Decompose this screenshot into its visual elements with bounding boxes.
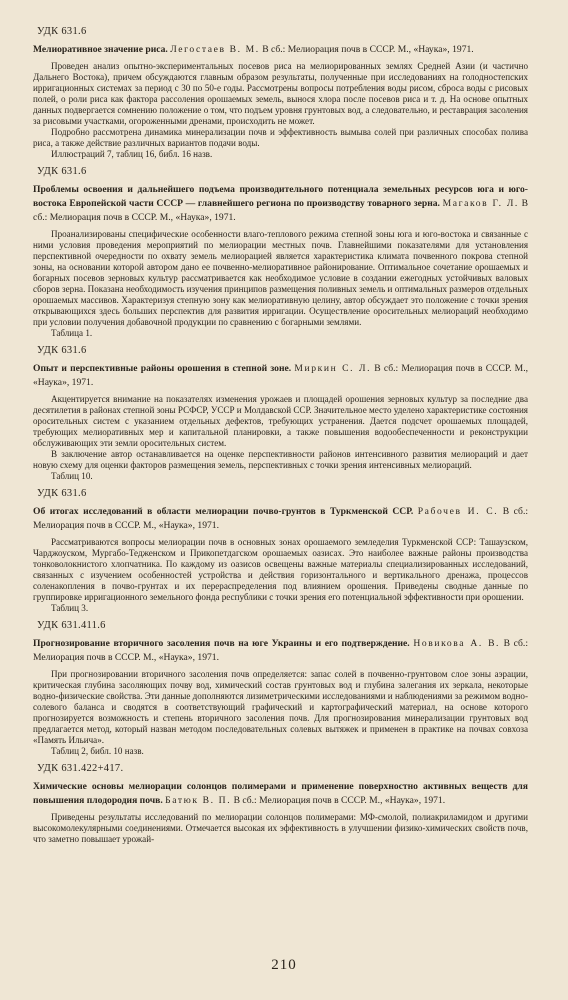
article-source: В сб.: Мелиорация почв в СССР. М., «Наука», 1971.	[33, 506, 529, 531]
abstract-paragraph: Подробно рассмотрена динамика минерализации почв и эффективность вымыва солей при различных способах полива риса, а также действие различных вариантов подачи воды.	[33, 127, 528, 148]
abstract-text	[33, 669, 528, 757]
udk-code: УДК 631.6	[37, 166, 87, 177]
abstract-entry	[33, 166, 528, 339]
article-author: Миркин С. Л.	[294, 363, 372, 374]
abstract-entry	[33, 488, 528, 614]
article-source: В сб.: Мелиорация почв в СССР. М., «Наука», 1971.	[33, 198, 528, 223]
bibliographic-heading	[33, 637, 528, 665]
bibliographic-heading	[33, 362, 528, 390]
page-number: 210	[271, 957, 297, 973]
article-author: Магаков Г. Л.	[442, 198, 519, 209]
abstract-paragraph: В заключение автор останавливается на оценке перспективности районов интенсивного развития мелиораций и дает новую схему для оценки факторов размещения земель, перспективных с точки зрения интенсивных мелиораций.	[33, 449, 528, 470]
udk-code: УДК 631.422+417.	[37, 763, 124, 774]
abstract-note: Таблица 1.	[51, 328, 93, 338]
article-title: Химические основы мелиорации солонцов полимерами и применение поверхностно активных веществ для повышения плодородия почв.	[33, 781, 528, 806]
abstract-note: Таблиц 3.	[51, 603, 89, 613]
udk-code: УДК 631.6	[37, 345, 87, 356]
article-source: В сб.: Мелиорация почв в СССР. М., «Наука», 1971.	[33, 638, 528, 663]
article-title: Мелиоративное значение риса.	[33, 44, 168, 55]
bibliographic-heading	[33, 505, 528, 533]
article-source: В сб.: Мелиорация почв в СССР. М., «Наука», 1971.	[33, 363, 529, 388]
abstract-entry	[33, 26, 528, 160]
article-source: В сб.: Мелиорация почв в СССР. М., «Наука», 1971.	[262, 44, 474, 55]
abstract-text	[33, 229, 528, 339]
abstract-entry	[33, 345, 528, 482]
article-title: Об итогах исследований в области мелиорации почво-грунтов в Туркменской ССР.	[33, 506, 414, 517]
udk-code: УДК 631.411.6	[37, 620, 106, 631]
abstract-entry	[33, 763, 528, 845]
article-title: Прогнозирование вторичного засоления почв на юге Украины и его подтверждение.	[33, 638, 410, 649]
article-author: Батюк В. П.	[165, 795, 232, 806]
abstract-paragraph: Проанализированы специфические особенности влаго-теплового режима степной зоны юга и юго-востока и связанные с ними условия проведения мероприятий по мелиорации местных почв. Главнейшими показателями для установления перспективной очередности по охвату земель мелиорацией является характеристика климата почвенного покрова степной зоны, на основании которой автором дано ее почвенно-мелиоративное районирование. Оптимальное сочетание орошаемых и богарных посевов зерновых культур рассматривается как необходимое условие в создании ежегодных устойчивых валовых сборов зерна. Показана необходимость изучения принципов размещения поливных земель и оптимальных размеров отдельных орошаемых массивов. Характеризуя степную зону как мелиоративную целину, автор обсуждает это положение с точки зрения открывающихся здесь больших перспектив для развития ирригации. Осуществление оросительных мелиораций необходимо при условии получения добавочной продукции по сравнению с богарными землями.	[33, 229, 528, 327]
abstract-note: Таблиц 10.	[51, 471, 93, 481]
article-title: Опыт и перспективные районы орошения в степной зоне.	[33, 363, 292, 374]
bibliographic-heading	[33, 183, 528, 225]
udk-code: УДК 631.6	[37, 26, 87, 37]
article-source: В сб.: Мелиорация почв в СССР. М., «Наука», 1971.	[233, 795, 446, 806]
abstract-entry	[33, 620, 528, 757]
abstract-paragraph: Рассматриваются вопросы мелиорации почв в основных зонах орошаемого земледелия Туркменской ССР: Ташаузском, Чарджоуском, Мургабо-Тедженском и Прикопетдагском орошаемых оазисах. Это наиболее важные районы производства тонковолокнистого хлопчатника. По каждому из оазисов освещены важные материалы специализированных исследований, связанных с изучением особенностей устройства и действия горизонтального и вертикального дренажа, процессов соленакопления в почво-грунтах и их перераспределения под влиянием орошения. Приведены сводные данные по группировке ирригационного земельного фонда республики с точки зрения его потенциальной эффективности при орошении.	[33, 537, 528, 602]
abstract-paragraph: Акцентируется внимание на показателях изменения урожаев и площадей орошения зерновых культур за последние два десятилетия в районах степной зоны РСФСР, УССР и Молдавской ССР. Значительное место уделено характеристике состояния оросительных систем с указанием отдельных дефектов, требующих устранения. Дается подсчет орошаемых площадей, требующих мелиоративных мер и капитальной планировки, а также повышения водообеспеченности и реконструкции обслуживающих эти земли оросительных систем.	[33, 394, 528, 448]
udk-code: УДК 631.6	[37, 488, 87, 499]
article-author: Новикова А. В.	[413, 638, 501, 649]
bibliographic-heading	[33, 780, 528, 808]
abstract-text	[33, 61, 528, 160]
abstract-paragraph: Приведены результаты исследований по мелиорации солонцов полимерами: МФ-смолой, полиакриламидом и другими высокомолекулярными соединениями. Отмечается высокая их эффективность в улучшении физико-химических свойств почв, что заметно повышает урожай-	[33, 812, 528, 844]
abstract-note: Таблиц 2, библ. 10 назв.	[51, 746, 144, 756]
bibliographic-heading	[33, 43, 528, 57]
abstract-text	[33, 812, 528, 845]
article-author: Легостаев В. М.	[170, 44, 260, 55]
article-title: Проблемы освоения и дальнейшего подъема производительного потенциала земельных ресурсов юга и юго-востока Европейской части СССР — главнейшего региона по производству товарного зерна.	[33, 184, 528, 209]
abstract-paragraph: При прогнозировании вторичного засоления почв определяется: запас солей в почвенно-грунтовом слое зоны аэрации, критическая глубина засоляющих почву вод, химический состав грунтовых вод и глубина залегания их зеркала, некоторые водно-физические свойства. Эти данные дополняются лизиметрическими исследованиями и наблюдениями за режимом водно-солевого баланса и сводятся в соответствующий графический и картографический материал, на основе которого прогнозируется возможность и степень вторичного засоления почв. Для прогнозирования минерализации грунтовых вод предлагается метод, который назван методом последовательных солевых вытяжек и применен в практике на почвах совхоза «Память Ильича».	[33, 669, 528, 745]
abstract-text	[33, 537, 528, 614]
article-author: Рабочев И. С.	[417, 506, 499, 517]
abstract-text	[33, 394, 528, 482]
abstract-paragraph: Проведен анализ опытно-экспериментальных посевов риса на мелиорированных землях Средней Азии (и частично Дальнего Востока), причем обсуждаются главным образом результаты, полученные при исследованиях на голодностепских ирригационных системах за период с 30 по 50-е годы. Рассмотрены вопросы потребления воды рисом, сброса воды с рисовых полей, о роли риса как фактора рассоления орошаемых земель, вынося хлора после посевов риса и т. д. На основе опытных данных подвергается сомнению положение о том, что подъем уровня грунтовых вод, а следовательно, и реставрация засоления за рисовыми участками, огороженными дренами, происходить не может.	[33, 61, 528, 126]
abstract-note: Иллюстраций 7, таблиц 16, библ. 16 назв.	[51, 149, 213, 159]
